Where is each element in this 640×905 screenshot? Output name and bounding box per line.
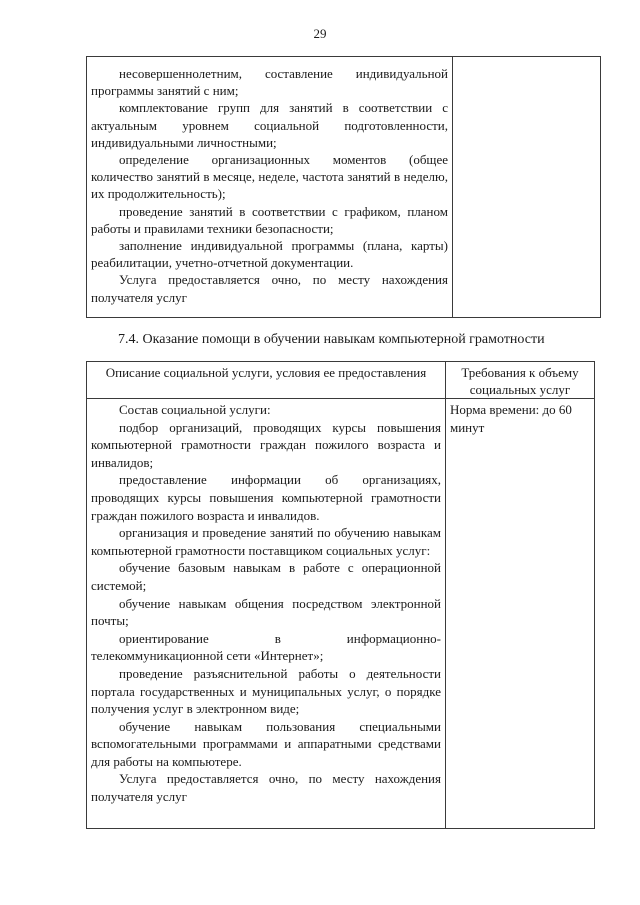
section-title: 7.4. Оказание помощи в обучении навыкам компьютерной грамотности <box>118 332 545 347</box>
description-cell <box>87 399 446 829</box>
paragraph: организация и проведение занятий по обучению навыкам компьютерной грамотности поставщиком социальных услуг: <box>91 525 441 558</box>
paragraph: проведение разъяснительной работы о деятельности портала государственных и муниципальных услуг, о порядке получения услуг в электронном виде; <box>91 665 441 717</box>
paragraph: подбор организаций, проводящих курсы повышения компьютерной грамотности граждан пожилого возраста и инвалидов; <box>91 419 441 470</box>
paragraph: несовершеннолетним, составление индивидуальной программы занятий с ним; <box>91 66 448 99</box>
header-description: Описание социальной услуги, условия ее предоставления <box>105 365 427 380</box>
paragraph: ориентирование в информационно-телекоммуникационной сети «Интернет»; <box>91 630 441 664</box>
paragraph: обучение навыкам пользования специальными вспомогательными программами и аппаратными средствами для работы на компьютере. <box>91 718 441 769</box>
header-requirements: Требования к объему социальных услуг <box>461 365 579 397</box>
continuation-requirements-cell <box>453 57 601 318</box>
paragraph: проведение занятий в соответствии с графиком, планом работы и правилами техники безопасности; <box>91 203 448 236</box>
service-table <box>86 361 595 829</box>
paragraph: Услуга предоставляется очно, по месту нахождения получателя услуг <box>91 771 441 805</box>
continuation-description-cell <box>87 57 453 318</box>
paragraph: определение организационных моментов (общее количество занятий в месяце, неделе, частота занятий в неделю, их продолжительность); <box>91 152 448 202</box>
paragraph: обучение базовым навыкам в работе с операционной системой; <box>91 560 441 593</box>
header-requirements-cell <box>446 362 595 399</box>
requirements-cell <box>446 399 595 829</box>
table-header-row <box>87 362 595 399</box>
continuation-table <box>86 56 601 318</box>
paragraph: Состав социальной услуги: <box>119 402 271 417</box>
paragraph: предоставление информации об организациях, проводящих курсы повышения компьютерной грамотности граждан пожилого возраста и инвалидов. <box>91 472 441 523</box>
time-norm: Норма времени: до 60 минут <box>450 402 572 435</box>
header-description-cell <box>87 362 446 399</box>
paragraph: комплектование групп для занятий в соответствии с актуальным уровнем социальной подготовленности, индивидуальными личностными; <box>91 100 448 150</box>
paragraph: обучение навыкам общения посредством электронной почты; <box>91 595 441 629</box>
paragraph: заполнение индивидуальной программы (плана, карты) реабилитации, учетно-отчетной документации. <box>91 238 448 271</box>
table-body-row <box>87 399 595 829</box>
page-number: 29 <box>313 26 327 41</box>
paragraph: Услуга предоставляется очно, по месту нахождения получателя услуг <box>91 272 448 305</box>
